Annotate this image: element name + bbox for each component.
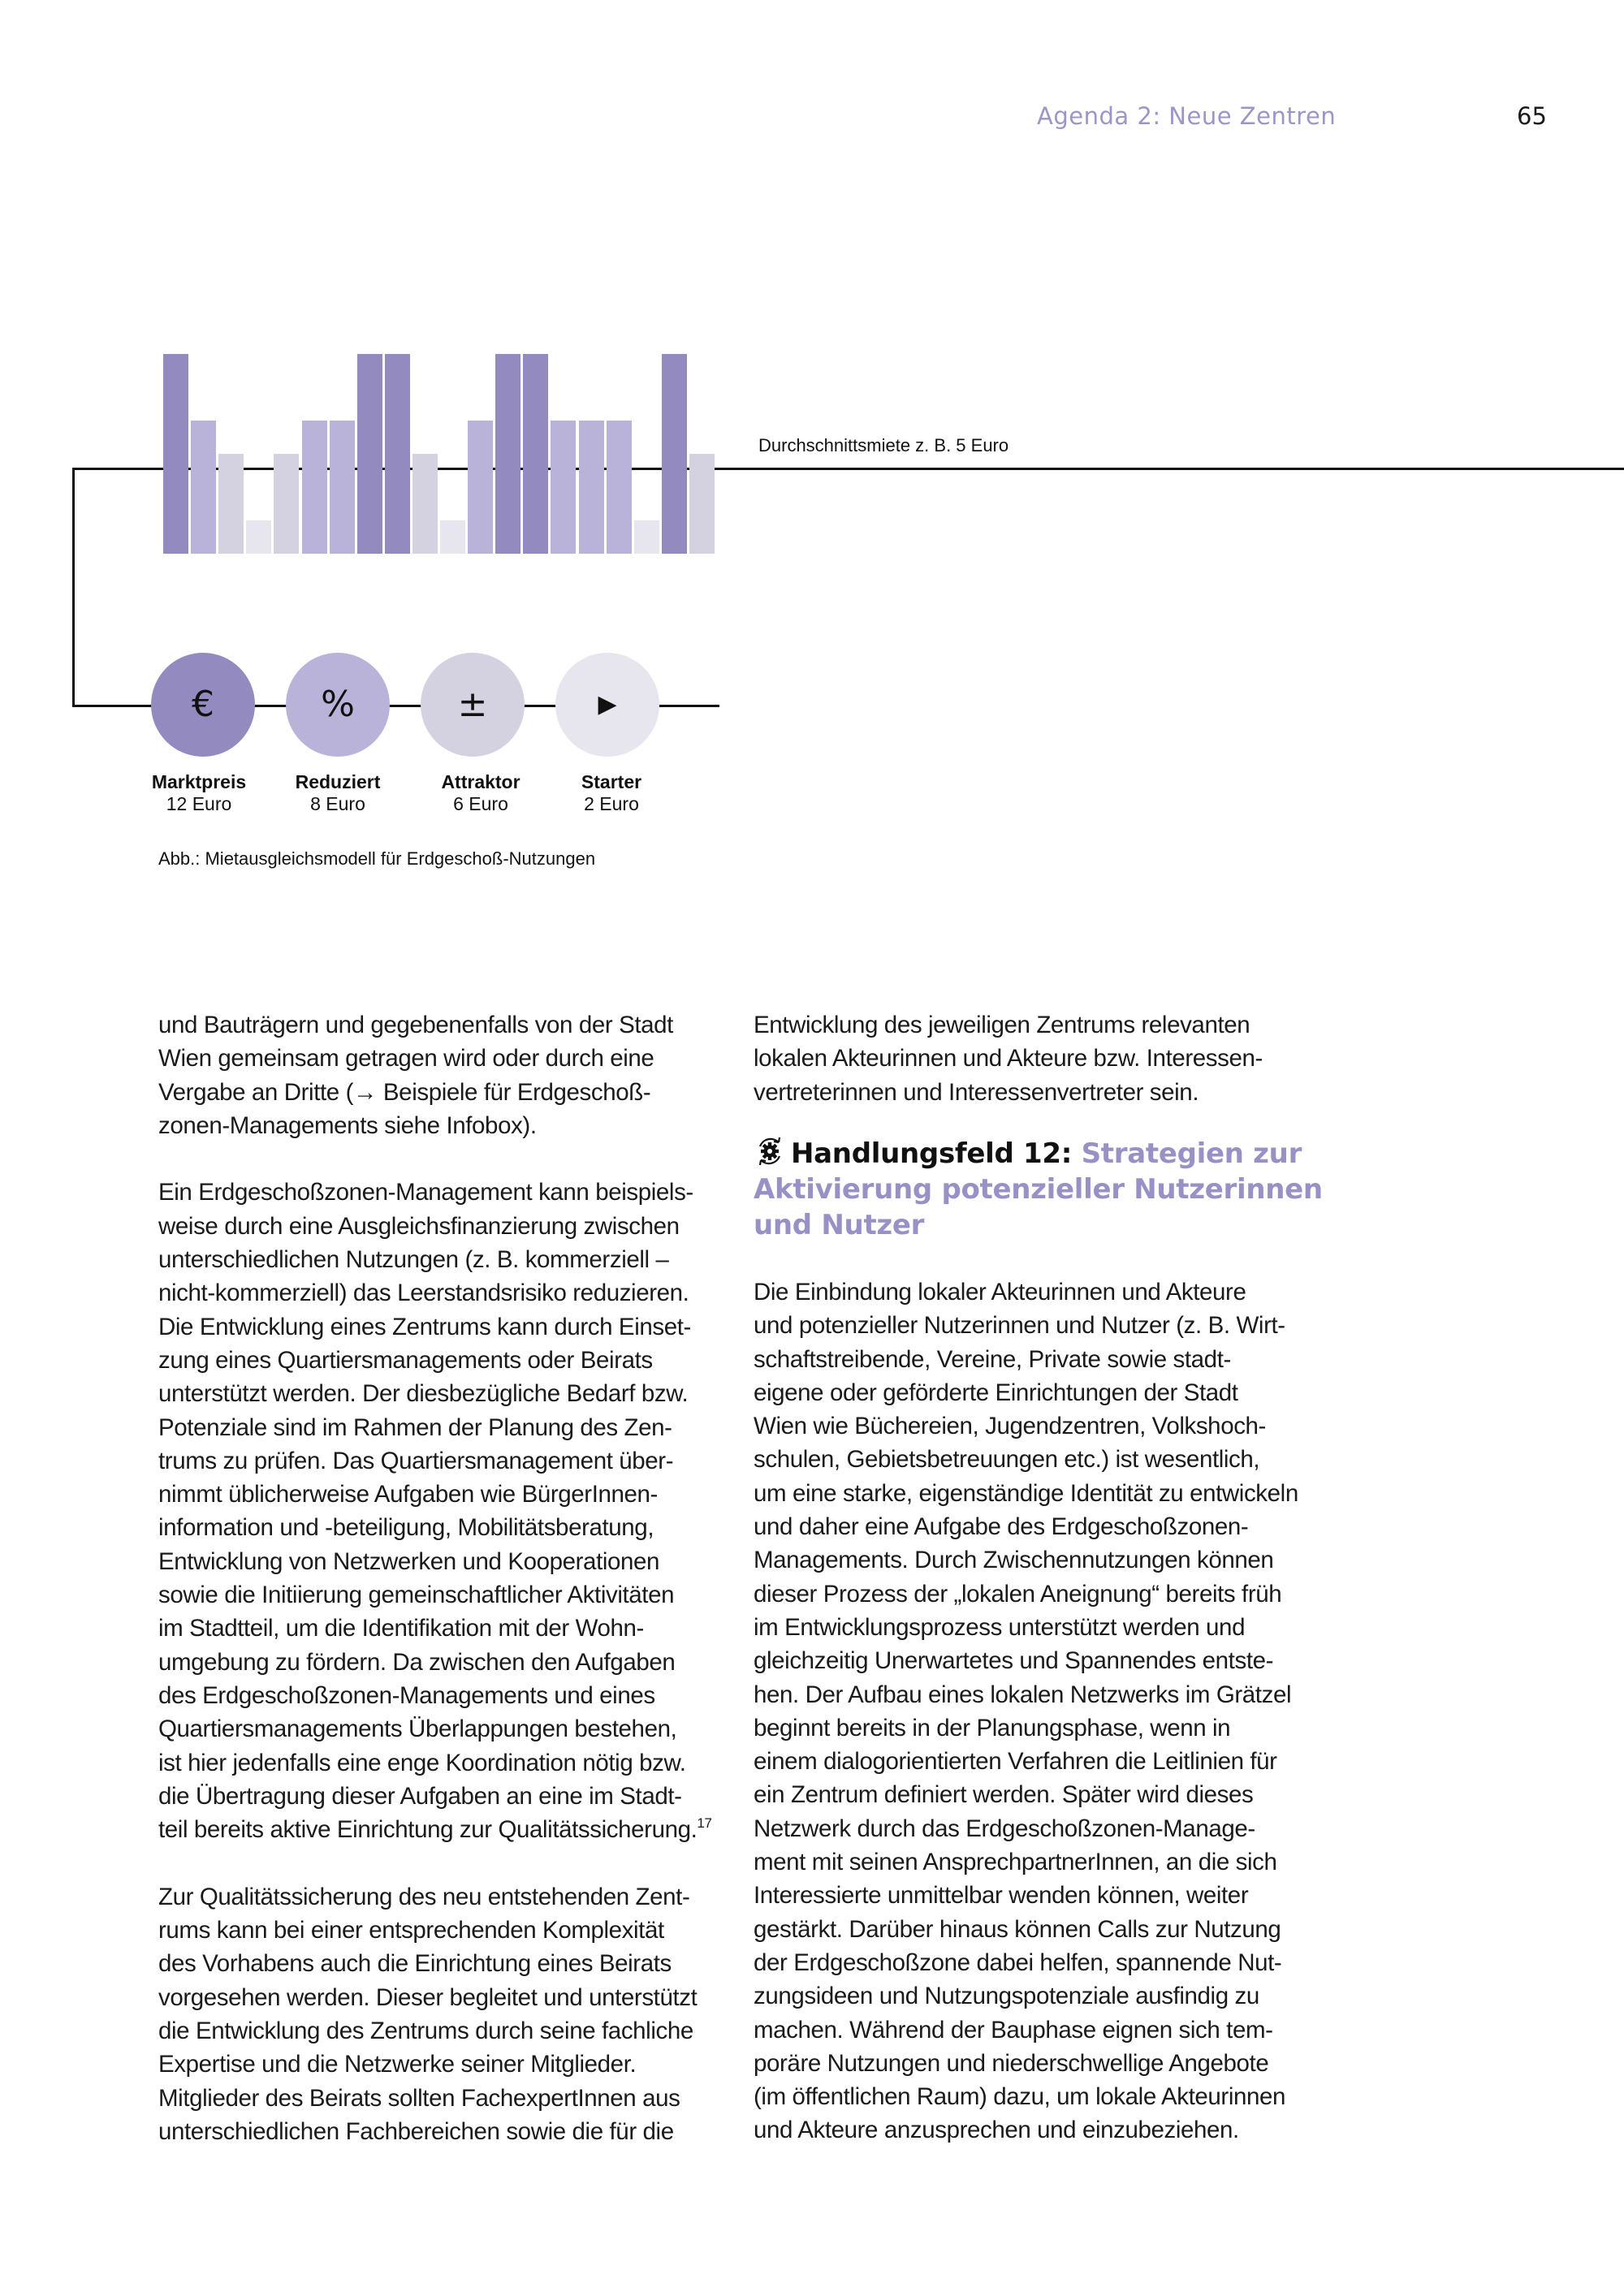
heading-label: Handlungsfeld 12:	[791, 1137, 1073, 1170]
category-label-attraktor	[408, 771, 554, 815]
text-line: trums zu prüfen. Das Quartiersmanagement über-	[158, 1447, 674, 1474]
text-line: im Entwicklungsprozess unterstützt werden und	[754, 1613, 1246, 1641]
text-line: sowie die Initiierung gemeinschaftlicher Aktivitäten	[158, 1582, 675, 1609]
text-line: im Stadtteil, um die Identifikation mit der Wohn-	[158, 1615, 644, 1642]
text-line: des Vorhabens auch die Einrichtung eines Beirats	[158, 1950, 672, 1978]
text-line: vertreterinnen und Interessenvertreter sein.	[754, 1078, 1199, 1106]
bar-attraktor	[218, 454, 244, 554]
text-line: Vergabe an Dritte (→ Beispiele für Erdgeschoß-	[158, 1078, 651, 1106]
bar-reduziert	[468, 421, 493, 554]
text-line: zungsideen und Nutzungspotenziale ausfindig zu	[754, 1983, 1259, 2010]
bar-marktpreis	[495, 354, 520, 554]
text-line: des Erdgeschoßzonen-Managements und eines	[158, 1681, 655, 1709]
category-label-starter	[538, 771, 685, 815]
text-line: Die Einbindung lokaler Akteurinnen und Akteure	[754, 1279, 1246, 1306]
text-line: Netzwerk durch das Erdgeschoßzonen-Manage-	[754, 1815, 1255, 1842]
bar-attraktor	[412, 454, 438, 554]
text-line: dieser Prozess der „lokalen Aneignung“ bereits früh	[754, 1580, 1282, 1608]
text-line: und Akteure anzusprechen und einzubeziehen.	[754, 2117, 1239, 2144]
text-line: nimmt üblicherweise Aufgaben wie BürgerInnen-	[158, 1481, 658, 1508]
heading-title: Aktivierung potenzieller Nutzerinnen	[754, 1173, 1323, 1206]
paragraph	[158, 1008, 712, 1142]
text-line: Expertise und die Netzwerke seiner Mitglieder.	[158, 2051, 637, 2078]
text-line: Die Entwicklung eines Zentrums kann durch Einset-	[158, 1313, 691, 1340]
bar-reduziert	[302, 421, 327, 554]
percent-icon: %	[321, 684, 355, 725]
bar-attraktor	[689, 454, 715, 554]
paragraph	[158, 1880, 712, 2148]
text-line: vorgesehen werden. Dieser begleitet und unterstützt	[158, 1983, 698, 2011]
text-line: weise durch eine Ausgleichsfinanzierung zwischen	[158, 1212, 680, 1240]
text-line: machen. Während der Bauphase eignen sich tem-	[754, 2016, 1273, 2044]
euro-icon: €	[192, 684, 214, 725]
text-line: die Übertragung dieser Aufgaben an eine im Stadt-	[158, 1782, 682, 1810]
paragraph	[158, 1176, 712, 1846]
text-line: (im öffentlichen Raum) dazu, um lokale Akteurinnen	[754, 2083, 1286, 2111]
text-line: Entwicklung des jeweiligen Zentrums relevanten	[754, 1012, 1250, 1038]
text-line: ment mit seinen AnsprechpartnerInnen, an die sich	[754, 1849, 1277, 1876]
category-value: 12 Euro	[166, 793, 232, 814]
text-line: und daher eine Aufgabe des Erdgeschoßzonen-	[754, 1513, 1249, 1541]
text-line: information und -beteiligung, Mobilitätsberatung,	[158, 1514, 654, 1542]
text-line: unterschiedlichen Nutzungen (z. B. kommerziell –	[158, 1246, 669, 1274]
page-number: 65	[1517, 102, 1547, 130]
heading-title: Strategien zur	[1081, 1137, 1302, 1170]
gear-cycle-icon	[754, 1135, 786, 1167]
heading-title: und Nutzer	[754, 1209, 925, 1241]
text-line: rums kann bei einer entsprechenden Komplexität	[158, 1917, 664, 1944]
text-line: lokalen Akteurinnen und Akteure bzw. Interessen-	[754, 1045, 1263, 1072]
bar-reduziert	[551, 421, 576, 554]
text-line: gestärkt. Darüber hinaus können Calls zur Nutzung	[754, 1915, 1281, 1943]
bar-reduziert	[607, 421, 632, 554]
bar-starter	[440, 520, 465, 554]
text-line: gleichzeitig Unerwartetes und Spannendes entste-	[754, 1647, 1274, 1675]
text-line: einem dialogorientierten Verfahren die Leitlinien für	[754, 1748, 1277, 1776]
left-column	[158, 1008, 712, 2148]
plus-minus-icon: ±	[457, 684, 488, 725]
text-line: ein Zentrum definiert werden. Später wird dieses	[754, 1781, 1254, 1809]
text-line: Interessierte unmittelbar wenden können, weiter	[754, 1882, 1249, 1910]
footnote-reference[interactable]: 17	[697, 1815, 712, 1832]
category-name: Attraktor	[441, 771, 520, 792]
category-label-marktpreis	[126, 771, 272, 815]
bar-attraktor	[274, 454, 299, 554]
bar-reduziert	[579, 421, 604, 554]
category-label-reduziert	[265, 771, 411, 815]
connector-vertical-line	[72, 468, 75, 707]
play-triangle-icon: ▶	[598, 690, 617, 719]
text-line: die Entwicklung des Zentrums durch seine fachliche	[158, 2017, 693, 2044]
text-line: schaftstreibende, Vereine, Private sowie stadt-	[754, 1345, 1231, 1373]
text-line: hen. Der Aufbau eines lokalen Netzwerks im Grätzel	[754, 1681, 1292, 1708]
text-line: Mitglieder des Beirats sollten FachexpertInnen aus	[158, 2084, 680, 2112]
text-line: Entwicklung von Netzwerken und Kooperationen	[158, 1547, 660, 1575]
category-value: 6 Euro	[453, 793, 508, 814]
running-title: Agenda 2: Neue Zentren	[1037, 102, 1337, 130]
text-line: und potenzieller Nutzerinnen und Nutzer (z. B. Wirt-	[754, 1312, 1285, 1340]
text-line: poräre Nutzungen und niederschwellige Angebote	[754, 2049, 1269, 2077]
text-line: um eine starke, eigenständige Identität zu entwickeln	[754, 1479, 1298, 1507]
section-heading	[754, 1135, 1323, 1243]
text-line: teil bereits aktive Einrichtung zur Qualitätssicherung.	[158, 1816, 698, 1844]
category-name: Reduziert	[295, 771, 381, 792]
bar-marktpreis	[357, 354, 382, 554]
category-circle-attraktor	[421, 653, 525, 757]
text-line: unterstützt werden. Der diesbezügliche Bedarf bzw.	[158, 1380, 689, 1408]
category-circle-starter	[555, 653, 659, 757]
text-line: Quartiersmanagements Überlappungen bestehen,	[158, 1716, 677, 1743]
text-line: eigene oder geförderte Einrichtungen der Stadt	[754, 1379, 1238, 1406]
category-name: Starter	[581, 771, 642, 792]
text-line: ist hier jedenfalls eine enge Koordination nötig bzw.	[158, 1749, 686, 1776]
text-line: umgebung zu fördern. Da zwischen den Aufgaben	[158, 1648, 676, 1676]
category-circle-reduziert	[286, 653, 390, 757]
text-line: Wien wie Büchereien, Jugendzentren, Volkshoch-	[754, 1413, 1266, 1440]
bar-marktpreis	[163, 354, 188, 554]
text-line: Potenziale sind im Rahmen der Planung des Zen-	[158, 1413, 672, 1441]
bar-reduziert	[191, 421, 216, 554]
text-line: unterschiedlichen Fachbereichen sowie die für die	[158, 2117, 674, 2145]
category-value: 2 Euro	[584, 793, 639, 814]
text-line: und Bauträgern und gegebenenfalls von der Stadt	[158, 1012, 673, 1038]
category-name: Marktpreis	[151, 771, 247, 792]
category-value: 8 Euro	[310, 793, 365, 814]
figure-caption: Abb.: Mietausgleichsmodell für Erdgeschoß-Nutzungen	[158, 848, 596, 869]
text-line: nicht-kommerziell) das Leerstandsrisiko reduzieren.	[158, 1280, 689, 1307]
bar-starter	[634, 520, 659, 554]
text-line: zung eines Quartiersmanagements oder Beirats	[158, 1346, 653, 1374]
bar-marktpreis	[385, 354, 410, 554]
text-line: beginnt bereits in der Planungsphase, wenn in	[754, 1714, 1231, 1741]
bar-reduziert	[330, 421, 355, 554]
category-circle-marktpreis	[151, 653, 255, 757]
text-line: Zur Qualitätssicherung des neu entstehenden Zent-	[158, 1883, 690, 1910]
bar-marktpreis	[523, 354, 548, 554]
text-line-with-footnote	[158, 1813, 712, 1846]
bar-starter	[246, 520, 271, 554]
right-column-body	[754, 1275, 1298, 2147]
right-column-intro	[754, 1008, 1263, 1109]
bar-marktpreis	[662, 354, 687, 554]
average-rent-label: Durchschnittsmiete z. B. 5 Euro	[758, 435, 1009, 455]
text-line: der Erdgeschoßzone dabei helfen, spannende Nut-	[754, 1949, 1282, 1976]
text-line: schulen, Gebietsbetreuungen etc.) ist wesentlich,	[754, 1446, 1260, 1474]
text-line: Wien gemeinsam getragen wird oder durch eine	[158, 1045, 654, 1072]
text-line: zonen-Managements siehe Infobox).	[158, 1111, 537, 1139]
text-line: Managements. Durch Zwischennutzungen können	[754, 1547, 1274, 1574]
text-line: Ein Erdgeschoßzonen-Management kann beispiels-	[158, 1179, 693, 1206]
